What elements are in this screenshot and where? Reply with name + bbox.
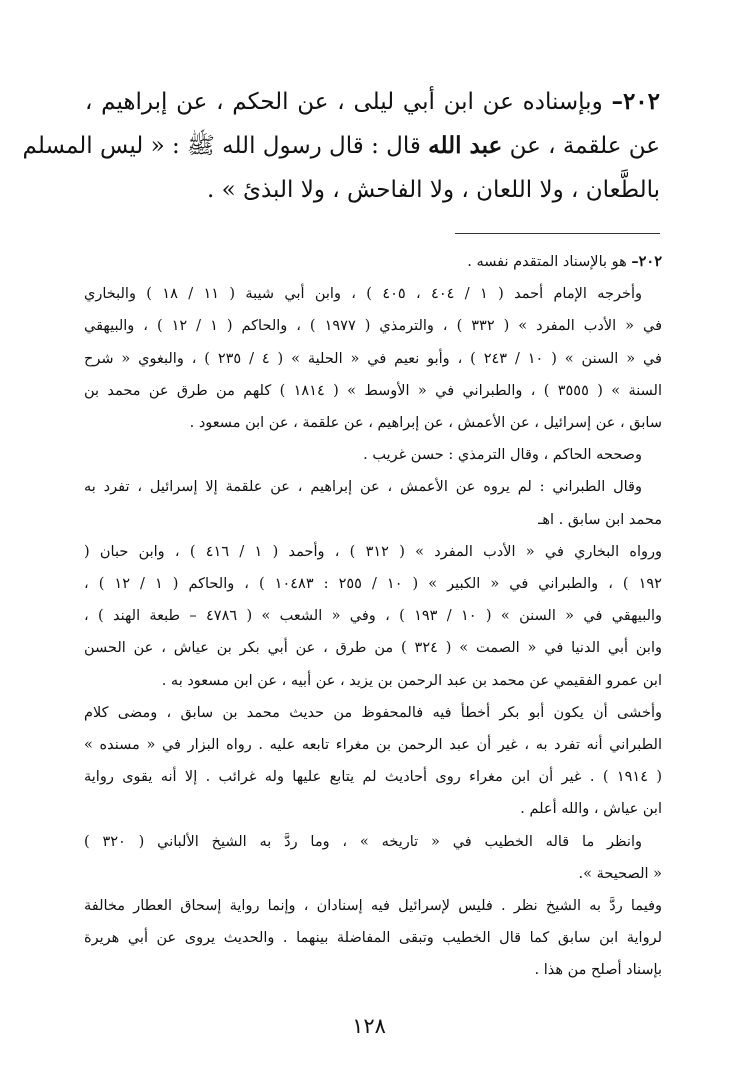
footnote-line: ابن عمرو الفقيمي عن محمد بن عبد الرحمن بن يزيد ، عن أبيه ، عن ابن مسعود به .	[161, 672, 662, 689]
footnote-line: وقال الطبراني : لم يروه عن الأعمش ، عن إبراهيم ، عن علقمة إلا إسرائيل ، تفرد به	[84, 479, 642, 496]
footnote-line: وأخرجه الإمام أحمد ( ١ / ٤٠٤ ، ٤٠٥ ) ، وابن أبي شيبة ( ١١ / ١٨ ) والبخاري	[84, 286, 642, 303]
footnote-line: « الصحيحة ».	[578, 865, 662, 882]
footnote-line: ورواه البخاري في « الأدب المفرد » ( ٣١٢ ) ، وأحمد ( ١ / ٤١٦ ) ، وابن حبان (	[84, 543, 662, 560]
footnote-line: في « السنن » ( ١٠ / ٢٤٣ ) ، وأبو نعيم في « الحلية » ( ٤ / ٢٣٥ ) ، والبغوي « شرح	[84, 350, 662, 367]
narrator-name: عبد الله	[428, 132, 503, 159]
footnote-line: وأخشى أن يكون أبو بكر أخطأ فيه فالمحفوظ من حديث محمد بن سابق ، ومضى كلام	[84, 704, 662, 721]
hadith-line-3: بالطَّعان ، ولا اللعان ، ولا الفاحش ، ولا البذئ » .	[206, 177, 660, 203]
footnote-line: وفيما ردَّ به الشيخ نظر . فليس لإسرائيل فيه إسنادان ، وإنما رواية إسحاق العطار مخالفة	[84, 898, 662, 915]
hadith-line-2: عن علقمة ، عن عبد الله قال : قال رسول الله ﷺ : « ليس المسلم	[22, 132, 660, 159]
footnote-line: وانظر ما قاله الخطيب في « تاريخه » ، وما ردَّ به الشيخ الألباني ( ٣٢٠ )	[84, 833, 642, 850]
hadith-number: ٢٠٢–	[611, 88, 660, 115]
footnote-line: ١٩٢ ) ، والطبراني في « الكبير » ( ١٠ / ٢٥٥ : ١٠٤٨٣ ) ، والحاكم ( ١ / ١٢ ) ،	[84, 576, 662, 593]
footnote-line: ٢٠٢– هو بالإسناد المتقدم نفسه .	[467, 253, 662, 270]
footnote-line: في « الأدب المفرد » ( ٣٣٢ ) ، والترمذي ( ١٩٧٧ ) ، والحاكم ( ١ / ١٢ ) ، والبيهقي	[84, 318, 663, 335]
footnote-line: وصححه الحاكم ، وقال الترمذي : حسن غريب .	[363, 447, 642, 464]
page-number: ١٢٨	[352, 1014, 386, 1038]
footnote-line: بإسناد أصلح من هذا .	[534, 962, 662, 979]
footnote-line: والبيهقي في « السنن » ( ١٠ / ١٩٣ ) ، وفي « الشعب » ( ٤٧٨٦ – طبعة الهند ) ،	[84, 608, 663, 625]
footnote-number: ٢٠٢–	[631, 253, 662, 270]
hadith-line-1: ٢٠٢– وبإسناده عن ابن أبي ليلى ، عن الحكم ، عن إبراهيم ،	[85, 88, 660, 115]
footnote-line: محمد ابن سابق . اهـ	[538, 511, 662, 528]
footnote-line: لرواية ابن سابق كما قال الخطيب وتبقى المفاضلة بينهما . والحديث يروى عن أبي هريرة	[84, 930, 662, 947]
footnotes	[84, 246, 662, 987]
footnote-line: وابن أبي الدنيا في « الصمت » ( ٣٢٤ ) من طرق ، عن أبي بكر بن عياش ، عن الحسن	[84, 640, 662, 657]
footnote-line: الطبراني أنه تفرد به ، غير أن عبد الرحمن بن مغراء تابعه عليه . رواه البزار في « مسنده »	[84, 737, 662, 754]
footnote-line: ابن عياش ، والله أعلم .	[520, 801, 662, 818]
footnote-line: السنة » ( ٣٥٥٥ ) ، والطبراني في « الأوسط » ( ١٨١٤ ) كلهم من طرق عن محمد بن	[84, 382, 662, 399]
footnote-line: ( ١٩١٤ ) . غير أن ابن مغراء روى أحاديث لم يتابع عليها وله غرائب . إلا أنه يقوى رواية	[84, 769, 662, 786]
hadith-text	[22, 80, 660, 212]
footnote-line: سابق ، عن إسرائيل ، عن الأعمش ، عن إبراهيم ، عن علقمة ، عن ابن مسعود .	[189, 415, 662, 432]
footnote-separator	[455, 233, 660, 234]
